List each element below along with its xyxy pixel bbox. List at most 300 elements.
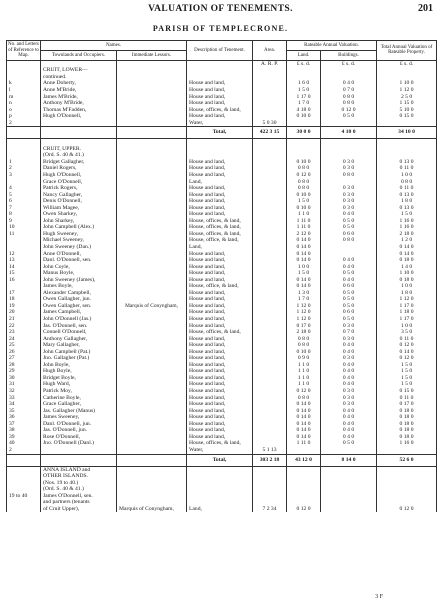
land-value: 1 3 0 (287, 290, 321, 297)
land-value: 0 8 0 (287, 342, 321, 349)
buildings-value: 0 7 0 (321, 87, 377, 94)
occupier: Danl. O'Donnell, sen. (41, 257, 117, 264)
description: House and land, (187, 159, 253, 166)
map-ref (7, 466, 41, 473)
total-value: 1 15 0 (377, 100, 437, 107)
land-value: 0 12 0 (287, 506, 321, 513)
occupier: Danl. O'Donnell, jun. (41, 421, 117, 428)
total-value: 0 18 0 (377, 408, 437, 415)
buildings-value: 0 4 0 (321, 414, 377, 421)
occupier: Jas. O'Donnell, jun. (41, 427, 117, 434)
map-ref (7, 127, 41, 139)
description: Land, (187, 179, 253, 186)
table-row (7, 120, 437, 127)
land-value: 1 5 0 (287, 198, 321, 205)
buildings-value: 0 3 0 (321, 395, 377, 402)
col-map-ref: No. and Letters of Reference to Map. (7, 41, 41, 61)
buildings-value: 0 5 0 (321, 296, 377, 303)
occupier: Hugh Sweeney, (41, 231, 117, 238)
occupier: CRUIT, UPPER. (41, 146, 117, 153)
description: House and land, (187, 323, 253, 330)
map-ref: 6 (7, 198, 41, 205)
description: House and land, (187, 375, 253, 382)
buildings-value (321, 447, 377, 454)
total-value: 0 12 0 (377, 355, 437, 362)
description: House and land, (187, 172, 253, 179)
total-value: 0 13 0 (377, 192, 437, 199)
description: House and land, (187, 303, 253, 310)
map-ref: 21 (7, 316, 41, 323)
total-value: 5 10 0 (377, 107, 437, 114)
land-value (287, 466, 321, 473)
description: Land, (187, 506, 253, 513)
buildings-value: 0 4 0 (321, 80, 377, 87)
buildings-value: 0 3 0 (321, 192, 377, 199)
total-value: 0 18 0 (377, 421, 437, 428)
description: House, offices, & land, (187, 107, 253, 114)
total-value: 1 4 0 (377, 264, 437, 271)
area (253, 139, 287, 146)
description: House, office, & land, (187, 283, 253, 290)
col-immediate-lessors: Immediate Lessors. (117, 50, 187, 60)
occupier: Michael Sweeney, (41, 237, 117, 244)
total-value: 0 12 0 (377, 342, 437, 349)
buildings-value: 0 3 0 (321, 401, 377, 408)
total-value: 1 5 0 (377, 381, 437, 388)
map-ref: 32 (7, 388, 41, 395)
total-value: 1 5 0 (377, 362, 437, 369)
area: 422 3 15 (253, 127, 287, 139)
total-value: 0 18 0 (377, 414, 437, 421)
land-value: 0 8 0 (287, 336, 321, 343)
buildings-value: 0 8 0 (321, 237, 377, 244)
description: Land, (187, 244, 253, 251)
col-names: Names. (41, 41, 187, 51)
map-ref: l (7, 87, 41, 94)
buildings-value: 0 4 0 (321, 421, 377, 428)
occupier: Rose O'Donnell, (41, 434, 117, 441)
map-ref (7, 454, 41, 466)
land-value: 1 1 0 (287, 368, 321, 375)
occupier: Alexander Campbell, (41, 290, 117, 297)
description: House and land, (187, 381, 253, 388)
description (187, 139, 253, 146)
map-ref: o (7, 107, 41, 114)
total-value: 0 18 0 (377, 257, 437, 264)
total-value: 1 16 0 (377, 440, 437, 447)
land-value: 1 7 0 (287, 100, 321, 107)
land-value: 30 0 0 (287, 127, 321, 139)
description (187, 466, 253, 473)
land-value: 1 1 0 (287, 381, 321, 388)
map-ref: 26 (7, 349, 41, 356)
map-ref: 3 (7, 172, 41, 179)
map-ref: 16 (7, 277, 41, 284)
immediate-lessor (117, 454, 187, 466)
buildings-value: 0 4 0 (321, 368, 377, 375)
page-title: VALUATION OF TENEMENTS. (148, 4, 293, 14)
land-value: 0 10 0 (287, 159, 321, 166)
land-value: 1 5 0 (287, 270, 321, 277)
map-ref: 7 (7, 205, 41, 212)
land-value: 0 12 0 (287, 388, 321, 395)
description: House and land, (187, 408, 253, 415)
land-value (287, 139, 321, 146)
area: 5 1 13 (253, 447, 287, 454)
land-value: 1 12 0 (287, 316, 321, 323)
total-value: 0 11 0 (377, 336, 437, 343)
description: House and land, (187, 355, 253, 362)
buildings-value: 0 5 0 (321, 440, 377, 447)
description: House and land, (187, 270, 253, 277)
land-value: 0 8 0 (287, 179, 321, 186)
land-value: 0 14 0 (287, 244, 321, 251)
total-value: 1 0 0 (377, 172, 437, 179)
map-ref: 13 (7, 257, 41, 264)
description: House, offices, & land, (187, 329, 253, 336)
occupier: James Boyle, (41, 283, 117, 290)
land-value: 2 12 0 (287, 231, 321, 238)
land-value: 0 14 0 (287, 257, 321, 264)
map-ref: 4 (7, 185, 41, 192)
total-value: 0 18 0 (377, 427, 437, 434)
land-value: 0 10 0 (287, 113, 321, 120)
buildings-value (321, 506, 377, 513)
land-value: 1 11 0 (287, 218, 321, 225)
description: House and land, (187, 113, 253, 120)
land-value: 1 17 0 (287, 94, 321, 101)
land-value: 1 5 0 (287, 87, 321, 94)
buildings-value: 8 14 0 (321, 454, 377, 466)
description: House and land, (187, 342, 253, 349)
occupier: John O'Donnell (Jas.) (41, 316, 117, 323)
map-ref: 2 (7, 120, 41, 127)
map-ref: n (7, 100, 41, 107)
occupier: OTHER ISLANDS. (41, 473, 117, 480)
total-row (7, 454, 437, 466)
land-value: 0 14 0 (287, 251, 321, 258)
buildings-value: 0 4 0 (321, 257, 377, 264)
description: House, offices, & land, (187, 224, 253, 231)
total-value: 0 11 0 (377, 185, 437, 192)
table-row (7, 466, 437, 473)
buildings-value: 0 4 0 (321, 408, 377, 415)
occupier: (Ord. S. 40 & 41.) (41, 152, 117, 159)
occupier: Grace Gallagher, (41, 401, 117, 408)
occupier: Hugh Ward, (41, 381, 117, 388)
land-value: 0 12 0 (287, 172, 321, 179)
buildings-value: 0 12 0 (321, 107, 377, 114)
area: 5 0 30 (253, 120, 287, 127)
immediate-lessor (117, 447, 187, 454)
description: House and land, (187, 427, 253, 434)
buildings-value: 0 4 0 (321, 375, 377, 382)
land-value: 0 14 0 (287, 283, 321, 290)
occupier (41, 127, 117, 139)
land-value: 0 8 0 (287, 185, 321, 192)
land-value: 0 8 0 (287, 165, 321, 172)
immediate-lessor-block: Marquis of Conyngham, (117, 303, 187, 310)
buildings-value: 0 3 0 (321, 388, 377, 395)
occupier (41, 120, 117, 127)
occupier: Hugh Boyle, (41, 368, 117, 375)
map-ref: 2 (7, 447, 41, 454)
map-ref: 39 (7, 434, 41, 441)
occupier: Owen Gallagher, sen. (41, 303, 117, 310)
occupier: William Magee, (41, 205, 117, 212)
map-ref: 40 (7, 440, 41, 447)
occupier: ANNA ISLAND and (41, 466, 117, 473)
total-value: 34 10 0 (377, 127, 437, 139)
buildings-value: 0 6 0 (321, 231, 377, 238)
area: 303 2 18 (253, 454, 287, 466)
buildings-value: 0 4 0 (321, 349, 377, 356)
description: House and land, (187, 192, 253, 199)
total-value: 3 5 0 (377, 329, 437, 336)
map-ref: 25 (7, 342, 41, 349)
description: House and land, (187, 87, 253, 94)
table-row (7, 139, 437, 146)
buildings-value: 0 7 0 (321, 329, 377, 336)
description: House and land, (187, 316, 253, 323)
occupier: of Cruit Upper), (41, 506, 117, 513)
land-value: 43 12 0 (287, 454, 321, 466)
total-value: 0 14 0 (377, 349, 437, 356)
buildings-value: 0 3 0 (321, 165, 377, 172)
land-value: 1 1 0 (287, 362, 321, 369)
description: House and land, (187, 290, 253, 297)
land-value: 0 17 0 (287, 323, 321, 330)
buildings-value (321, 139, 377, 146)
occupier: John Boyle, (41, 362, 117, 369)
occupier: Anne M'Bride, (41, 87, 117, 94)
description: House and land, (187, 198, 253, 205)
page-number: 201 (418, 3, 433, 14)
total-value: 1 12 0 (377, 296, 437, 303)
immediate-lessor (117, 120, 187, 127)
immediate-lessor (117, 466, 187, 473)
occupier: John Sweeney (James), (41, 277, 117, 284)
occupier: Mary Gallagher, (41, 342, 117, 349)
table-row (7, 506, 437, 513)
total-value: 0 12 0 (377, 506, 437, 513)
land-value: 4 18 0 (287, 107, 321, 114)
col-rateable: Rateable Annual Valuation. (287, 41, 377, 51)
description: House, offices, & land, (187, 440, 253, 447)
total-value: 0 18 0 (377, 434, 437, 441)
description: House and land, (187, 205, 253, 212)
land-value: 1 1 0 (287, 375, 321, 382)
total-value (377, 466, 437, 473)
map-ref: 29 (7, 368, 41, 375)
total-value: 0 14 0 (377, 251, 437, 258)
description: House and land, (187, 257, 253, 264)
occupier: Jno. Gallagher (Pat.) (41, 355, 117, 362)
buildings-value: 0 3 0 (321, 185, 377, 192)
area (253, 466, 287, 473)
occupier: Bridget Boyle, (41, 375, 117, 382)
total-value: 0 15 0 (377, 113, 437, 120)
occupier: Jas. O'Donnell, sen. (41, 323, 117, 330)
occupier: Owen Gallagher, jun. (41, 296, 117, 303)
signature-mark: 3 F (375, 594, 383, 600)
map-ref: 30 (7, 375, 41, 382)
occupier: Hugh O'Donnell, (41, 113, 117, 120)
total-value: 0 17 0 (377, 401, 437, 408)
buildings-value: 0 4 0 (321, 277, 377, 284)
occupier: John Sharkey, (41, 218, 117, 225)
occupier: Anne O'Donnell, (41, 251, 117, 258)
buildings-value: 0 4 0 (321, 434, 377, 441)
total-value: 1 12 0 (377, 87, 437, 94)
total-label: Total, (187, 127, 253, 139)
col-townlands: Townlands and Occupiers. (41, 50, 117, 60)
description: House and land, (187, 185, 253, 192)
occupier: and partners (tenants (41, 499, 117, 506)
buildings-value (321, 466, 377, 473)
occupier: continued. (41, 74, 117, 81)
map-ref: 10 (7, 224, 41, 231)
unit-total: £ s. d. (377, 60, 437, 67)
map-ref: 28 (7, 362, 41, 369)
occupier: (Nos. 19 to 40.) (41, 480, 117, 487)
description: House, offices, & land, (187, 218, 253, 225)
total-value: 0 11 0 (377, 165, 437, 172)
valuation-table (6, 40, 437, 512)
occupier: Jno. O'Donnell (Danl.) (41, 440, 117, 447)
buildings-value: 0 4 0 (321, 264, 377, 271)
land-value: 1 12 0 (287, 303, 321, 310)
total-row (7, 127, 437, 139)
occupier: Grace O'Donnell, (41, 179, 117, 186)
description: House, offices, & land, (187, 231, 253, 238)
description: House and land, (187, 80, 253, 87)
occupier: Owen Sharkey, (41, 211, 117, 218)
buildings-value: 0 5 0 (321, 316, 377, 323)
area: 7 2 34 (253, 506, 287, 513)
unit-buildings: £ s. d. (321, 60, 377, 67)
land-value: 0 14 0 (287, 427, 321, 434)
map-ref: 37 (7, 421, 41, 428)
map-ref: 9 (7, 218, 41, 225)
total-value: 2 18 0 (377, 231, 437, 238)
total-value: 1 10 0 (377, 270, 437, 277)
buildings-value: 0 4 0 (321, 211, 377, 218)
total-value: 1 16 0 (377, 218, 437, 225)
occupier: CRUIT, LOWER— (41, 67, 117, 74)
buildings-value: 0 4 0 (321, 362, 377, 369)
land-value (287, 447, 321, 454)
description: House, office, & land, (187, 237, 253, 244)
total-value: 1 5 0 (377, 368, 437, 375)
map-ref: 1 (7, 159, 41, 166)
col-description: Description of Tenement. (187, 41, 253, 61)
description: House and land, (187, 296, 253, 303)
col-area: Area. (253, 41, 287, 61)
buildings-value: 0 8 0 (321, 172, 377, 179)
map-ref: k (7, 80, 41, 87)
col-total: Total Annual Valuation of Rateable Property. (377, 41, 437, 61)
description: House and land, (187, 94, 253, 101)
total-value: 0 13 0 (377, 205, 437, 212)
description: House and land, (187, 434, 253, 441)
occupier: Denis O'Donnell, (41, 198, 117, 205)
land-value (287, 120, 321, 127)
occupier (41, 139, 117, 146)
map-ref: 31 (7, 381, 41, 388)
total-value: 2 5 0 (377, 94, 437, 101)
total-label: Total, (187, 454, 253, 466)
map-ref: 23 (7, 329, 41, 336)
map-ref: 12 (7, 251, 41, 258)
buildings-value: 0 3 0 (321, 159, 377, 166)
map-ref: 18 (7, 296, 41, 303)
buildings-value: 4 10 0 (321, 127, 377, 139)
map-ref: 8 (7, 211, 41, 218)
description: House and land, (187, 349, 253, 356)
total-value: 0 15 0 (377, 388, 437, 395)
occupier: Manus Boyle, (41, 270, 117, 277)
total-value: 1 17 0 (377, 303, 437, 310)
occupier: (Ord. S. 40 & 41.) (41, 486, 117, 493)
buildings-value: 0 5 0 (321, 113, 377, 120)
description: House and land, (187, 336, 253, 343)
land-value: 1 0 0 (287, 264, 321, 271)
table-body (7, 67, 437, 512)
occupier: John Sweeney (Dan.) (41, 244, 117, 251)
table-row (7, 447, 437, 454)
description: Water, (187, 447, 253, 454)
buildings-value: 0 3 0 (321, 198, 377, 205)
buildings-value: 0 5 0 (321, 270, 377, 277)
land-value: 0 10 0 (287, 192, 321, 199)
map-ref: 27 (7, 355, 41, 362)
total-value (377, 139, 437, 146)
total-value: 1 16 0 (377, 224, 437, 231)
occupier: John Campbell (Pat.) (41, 349, 117, 356)
total-value (377, 120, 437, 127)
land-value: 0 10 0 (287, 205, 321, 212)
total-value: 1 5 0 (377, 375, 437, 382)
total-value (377, 447, 437, 454)
map-ref: 15 (7, 270, 41, 277)
description: House and land, (187, 165, 253, 172)
description: House and land, (187, 401, 253, 408)
parish-heading: PARISH OF TEMPLECRONE. (152, 24, 289, 33)
total-value: 1 0 0 (377, 323, 437, 330)
buildings-value: 0 8 0 (321, 94, 377, 101)
map-ref: p (7, 113, 41, 120)
total-value: 0 13 0 (377, 159, 437, 166)
immediate-lessor: Marquis of Conyngham, (117, 506, 187, 513)
description: Water, (187, 120, 253, 127)
description: House and land, (187, 414, 253, 421)
description: House and land, (187, 388, 253, 395)
map-ref: 34 (7, 401, 41, 408)
map-ref: 24 (7, 336, 41, 343)
occupier: James Campbell, (41, 309, 117, 316)
occupier: Anthony Gallagher, (41, 336, 117, 343)
occupier: Nancy Gallagher, (41, 192, 117, 199)
map-ref: m (7, 94, 41, 101)
immediate-lessor (117, 127, 187, 139)
land-value: 0 14 0 (287, 434, 321, 441)
map-ref: 20 (7, 309, 41, 316)
buildings-value: 0 8 0 (321, 100, 377, 107)
total-value: 1 17 0 (377, 316, 437, 323)
occupier: James O'Donnell, sen. (41, 493, 117, 500)
description: House and land, (187, 395, 253, 402)
